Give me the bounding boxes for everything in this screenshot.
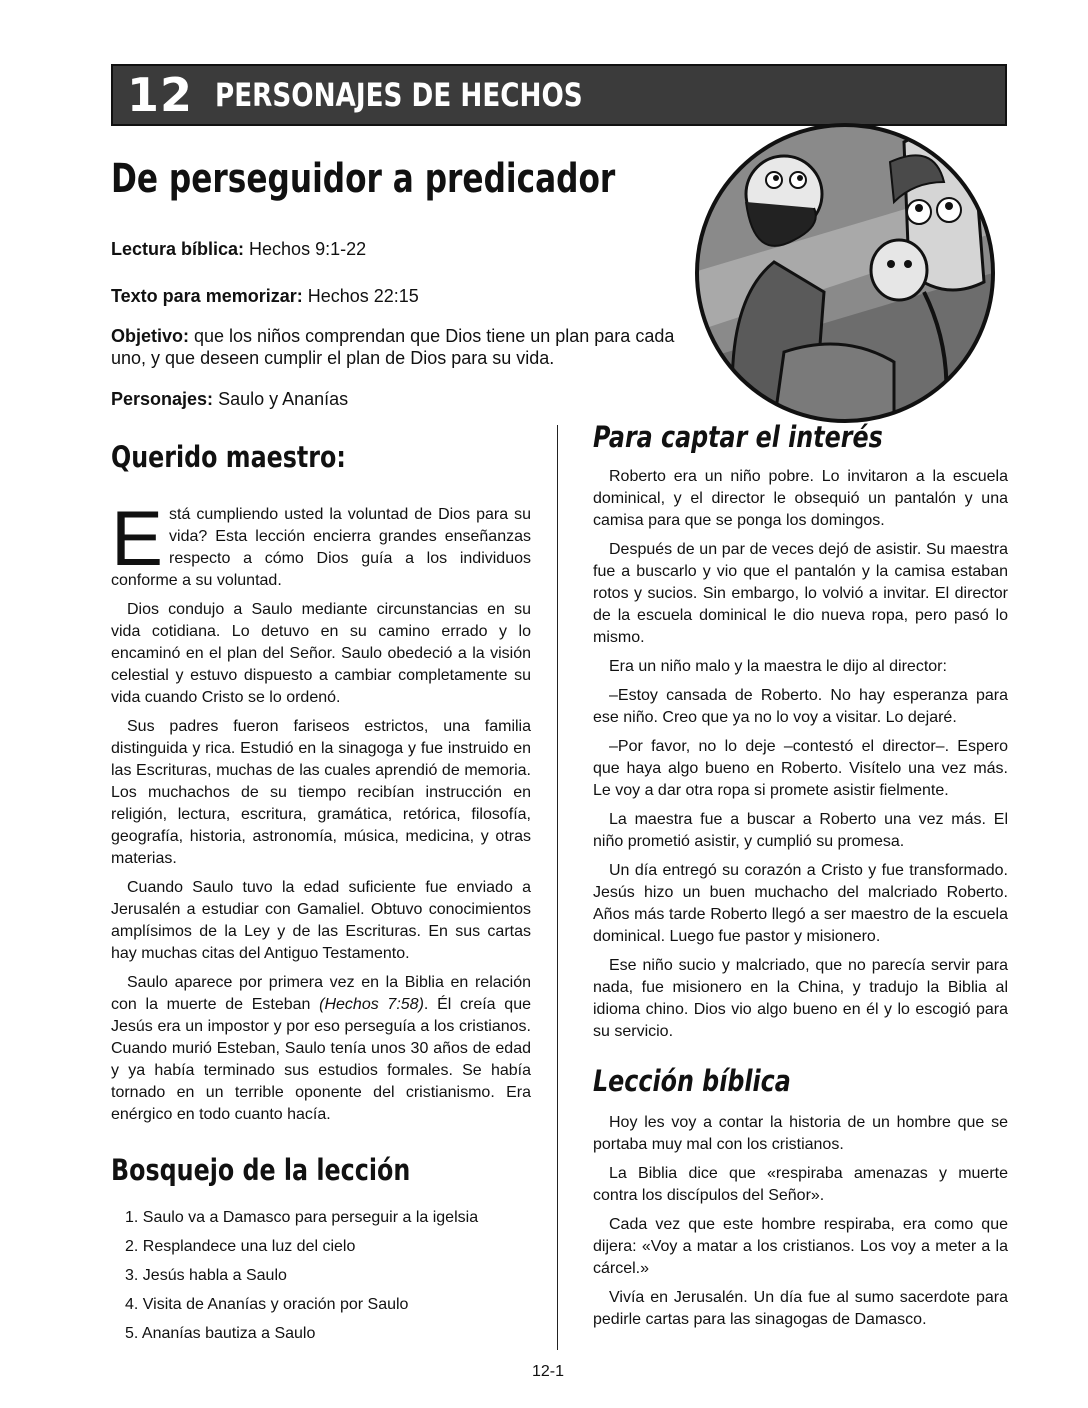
memory-label: Texto para memorizar:: [111, 286, 303, 306]
outline-item: 3. Jesús habla a Saulo: [125, 1267, 287, 1284]
querido-paragraph-2: Dios condujo a Saulo mediante circunstancias en su vida cotidiana. Lo detuvo en su camino errado y lo encaminó en el plan del Señor. Saulo obedeció a la visión celestial y estuvo dispuesto a cambiar completamente su vida cuando Cristo se lo ordenó.: [111, 601, 531, 706]
memory-line: [111, 285, 419, 307]
reading-value: Hechos 9:1-22: [244, 239, 367, 259]
chapter-banner: [111, 64, 1007, 126]
saul-and-horse-illustration: [694, 122, 996, 424]
interes-paragraph: Roberto era un niño pobre. Lo invitaron a la escuela dominical, y el director le obsequió un pantalón y una camisa para que se ponga los domingos.: [593, 468, 1008, 529]
characters-value: Saulo y Ananías: [213, 389, 349, 409]
column-divider: [557, 425, 558, 1350]
interes-paragraph: Después de un par de veces dejó de asistir. Su maestra fue a buscarlo y vio que el pantalón y la camisa estaban rotos y sucios. Sin embargo, lo volvió a invitar. El director de la escuela dominical le dio nueva ropa, pero pasó lo mismo.: [593, 541, 1008, 646]
leccion-paragraph: La Biblia dice que «respiraba amenazas y muerte contra los discípulos del Señor».: [593, 1165, 1008, 1204]
chapter-number: 12: [127, 68, 194, 122]
outline-item: 1. Saulo va a Damasco para perseguir a la igelsia: [125, 1209, 479, 1226]
characters-line: [111, 388, 348, 410]
page-number: 12-1: [532, 1363, 565, 1380]
leccion-paragraph: Cada vez que este hombre respiraba, era como que dijera: «Voy a matar a los cristianos. Los voy a meter a la cárcel.»: [593, 1216, 1008, 1277]
memory-value: Hechos 22:15: [302, 286, 419, 306]
outline-item: 4. Visita de Ananías y oración por Saulo: [125, 1296, 409, 1313]
interes-paragraph: Ese niño sucio y malcriado, que no parecía servir para nada, fue misionero en la China, y tradujo la Biblia al idioma chino. Dios vio algo bueno en él y lo escogió para su servicio.: [593, 957, 1008, 1040]
outline-list: [111, 1207, 531, 1345]
bosquejo-heading: Bosquejo de la lección: [111, 1153, 411, 1187]
reading-label: Lectura bíblica:: [111, 239, 245, 259]
left-column: [111, 440, 531, 1352]
interes-heading: Para captar el interés: [593, 420, 883, 454]
leccion-paragraph: Vivía en Jerusalén. Un día fue al sumo sacerdote para pedirle cartas para las sinagogas de Damasco.: [593, 1289, 1008, 1328]
querido-heading: Querido maestro:: [111, 440, 346, 474]
lesson-title: De perseguidor a predicador: [111, 156, 616, 202]
interes-paragraph: La maestra fue a buscar a Roberto una vez más. El niño prometió asistir, y cumplió su promesa.: [593, 811, 1008, 850]
outline-item: 2. Resplandece una luz del cielo: [125, 1238, 356, 1255]
objective-line: [111, 325, 711, 369]
querido-paragraph-1: Está cumpliendo usted la voluntad de Dios para su vida? Esta lección encierra grandes enseñanzas respecto a cómo Dios guía a los individuos conforme a su voluntad.: [111, 494, 531, 589]
interes-paragraph: –Por favor, no lo deje –contestó el director–. Espero que haya algo bueno en Roberto. Visítelo una vez más. Le voy a dar otra ropa si promete asistir fielmente.: [593, 738, 1008, 799]
querido-paragraph-5: Saulo aparece por primera vez en la Biblia en relación con la muerte de Esteban (Hechos 7:58). Él creía que Jesús era un impostor y por eso perseguía a los cristianos. Cuando murió Esteban, Saulo tenía unos 30 años de edad y ya había terminado sus estudios formales. Se había tornado en un terrible oponente del cristianismo. Era enérgico en todo cuanto hacía.: [111, 974, 531, 1123]
interes-paragraph: Un día entregó su corazón a Cristo y fue transformado. Jesús hizo un buen muchacho del malcriado Roberto. Años más tarde Roberto llegó a ser maestro de la escuela dominical. Luego fue pastor y misionero.: [593, 862, 1008, 945]
reading-line: [111, 238, 366, 260]
objective-value: que los niños comprendan que Dios tiene un plan para cada uno, y que deseen cumplir el plan de Dios para su vida.: [111, 326, 675, 368]
scripture-reference: (Hechos 7:58): [319, 996, 424, 1013]
objective-label: Objetivo:: [111, 326, 190, 346]
querido-paragraph-3: Sus padres fueron fariseos estrictos, una familia distinguida y rica. Estudió en la sinagoga y fue instruido en las Escrituras, muchas de las cuales aprendió de memoria. Los muchachos de su tiempo recibían instrucción en religión, lectura, escritura, gramática, retórica, filosofía, geografía, historia, astronomía, música, medicina, y otras materias.: [111, 718, 531, 867]
drop-cap-letter: E: [111, 494, 164, 582]
leccion-paragraph: Hoy les voy a contar la historia de un hombre que se portaba muy mal con los cristianos.: [593, 1114, 1008, 1153]
right-column: [593, 420, 1008, 1338]
chapter-title: PERSONAJES DE HECHOS: [215, 76, 583, 114]
outline-item: 5. Ananías bautiza a Saulo: [125, 1325, 316, 1342]
querido-paragraph-4: Cuando Saulo tuvo la edad suficiente fue enviado a Jerusalén a estudiar con Gamaliel. Obtuvo conocimientos amplísimos de la Ley y de las Escrituras. En sus cartas hay muchas citas del Antiguo Testamento.: [111, 879, 531, 962]
interes-paragraph: Era un niño malo y la maestra le dijo al director:: [609, 658, 947, 675]
leccion-heading: Lección bíblica: [593, 1064, 791, 1098]
characters-label: Personajes:: [111, 389, 214, 409]
interes-paragraph: –Estoy cansada de Roberto. No hay esperanza para ese niño. Creo que ya no lo voy a visitar. Lo dejaré.: [593, 687, 1008, 726]
